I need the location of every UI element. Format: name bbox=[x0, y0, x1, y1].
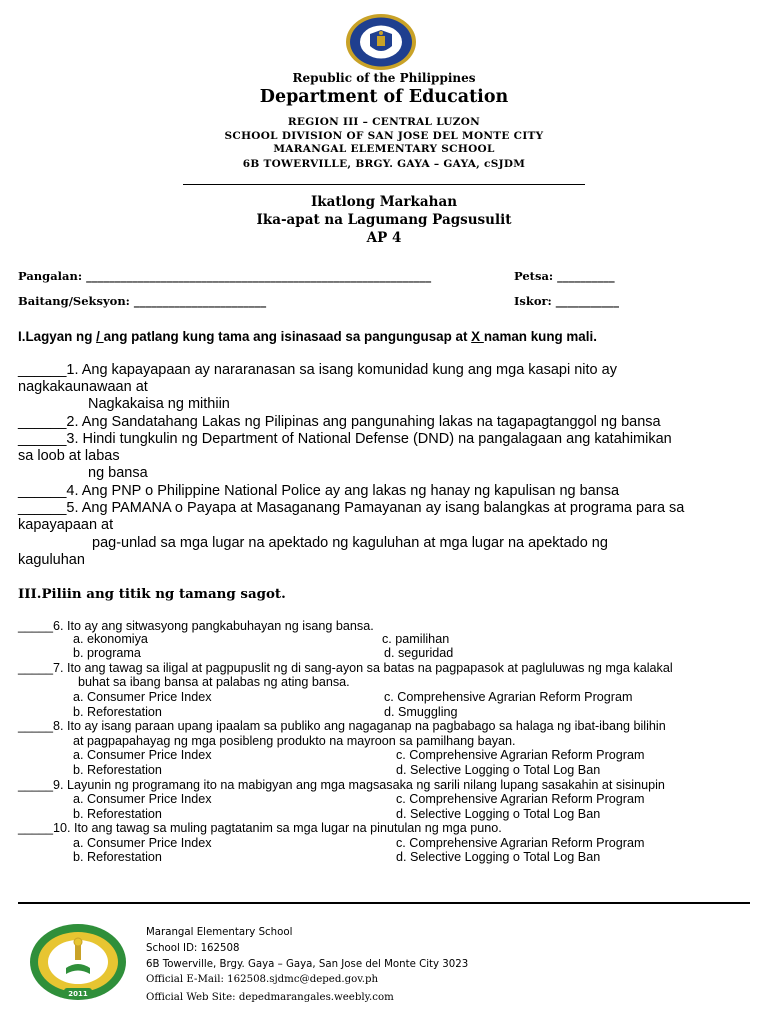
q6-option-a: a. ekonomiya bbox=[73, 632, 148, 646]
question-7-cont: buhat sa ibang bansa at palabas ng ating bansa. bbox=[78, 675, 350, 689]
deped-seal-icon bbox=[344, 12, 418, 72]
question-9: _____9. Layunin ng programang ito na mabigyan ang mga magsasaka ng sarili nilang lupang sasakahin at sisinupin bbox=[18, 778, 665, 792]
item-1-cont: nagkakaunawaan at bbox=[18, 379, 148, 395]
q10-option-b: b. Reforestation bbox=[73, 850, 162, 864]
q7-option-b: b. Reforestation bbox=[73, 705, 162, 719]
q6-option-c: c. pamilihan bbox=[382, 632, 450, 646]
item-5-cont3: kaguluhan bbox=[18, 552, 85, 568]
q10-option-a: a. Consumer Price Index bbox=[73, 836, 212, 850]
title-test: Ika-apat na Lagumang Pagsusulit bbox=[256, 212, 512, 228]
footer-divider bbox=[18, 902, 750, 904]
item-5: ______5. Ang PAMANA o Payapa at Masaganang Pamayanan ay isang balangkas at programa para sa bbox=[18, 500, 685, 516]
check-mark-symbol: / bbox=[96, 329, 104, 344]
footer-school-id: School ID: 162508 bbox=[146, 943, 240, 954]
q9-option-c: c. Comprehensive Agrarian Reform Program bbox=[396, 792, 645, 806]
footer-website[interactable]: Official Web Site: depedmarangales.weebly.com bbox=[146, 992, 394, 1003]
q7-option-c: c. Comprehensive Agrarian Reform Program bbox=[384, 690, 633, 704]
footer-email[interactable]: Official E-Mail: 162508.sjdmc@deped.gov.ph bbox=[146, 974, 379, 985]
item-5-cont2: pag-unlad sa mga lugar na apektado ng kaguluhan at mga lugar na apektado ng bbox=[92, 535, 608, 551]
department-title: Department of Education bbox=[259, 87, 509, 107]
q8-option-d: d. Selective Logging o Total Log Ban bbox=[396, 763, 601, 777]
item-3: ______3. Hindi tungkulin ng Department of National Defense (DND) na pangalagaan ang katahimikan bbox=[18, 431, 672, 447]
header-divider bbox=[183, 184, 585, 185]
q10-option-d: d. Selective Logging o Total Log Ban bbox=[396, 850, 601, 864]
item-1-cont2: Nagkakaisa ng mithiin bbox=[88, 396, 230, 412]
item-2: ______2. Ang Sandatahang Lakas ng Pilipinas ang pangunahing lakas na tagapagtanggol ng bansa bbox=[18, 414, 661, 430]
title-subject: AP 4 bbox=[366, 230, 402, 246]
section-field[interactable]: Baitang/Seksyon: _______________________ bbox=[18, 294, 267, 308]
item-1: ______1. Ang kapayapaan ay nararanasan sa isang komunidad kung ang mga kasapi nito ay bbox=[18, 362, 617, 378]
part1-instruction: I.Lagyan ng / ang patlang kung tama ang isinasaad sa pangungusap at X naman kung mali. bbox=[18, 329, 597, 344]
question-8: _____8. Ito ay isang paraan upang ipaalam sa publiko ang nagaganap na pagbabago sa halaga ng ibat-ibang bilihin bbox=[18, 719, 666, 733]
q6-option-b: b. programa bbox=[73, 646, 141, 660]
q8-option-c: c. Comprehensive Agrarian Reform Program bbox=[396, 748, 645, 762]
q7-option-d: d. Smuggling bbox=[384, 705, 458, 719]
x-mark-symbol: X bbox=[471, 329, 484, 344]
q9-option-a: a. Consumer Price Index bbox=[73, 792, 212, 806]
item-4: ______4. Ang PNP o Philippine National Police ay ang lakas ng hanay ng kapulisan ng bansa bbox=[18, 483, 620, 499]
question-10: _____10. Ito ang tawag sa muling pagtatanim sa mga lugar na pinutulan ng mga puno. bbox=[18, 821, 502, 835]
svg-text:2011: 2011 bbox=[68, 990, 88, 998]
q8-option-b: b. Reforestation bbox=[73, 763, 162, 777]
date-field[interactable]: Petsa: __________ bbox=[514, 269, 615, 283]
footer-school: Marangal Elementary School bbox=[146, 927, 293, 938]
name-field[interactable]: Pangalan: ____________________________________________________________ bbox=[18, 269, 432, 283]
footer-address: 6B Towerville, Brgy. Gaya – Gaya, San Jose del Monte City 3023 bbox=[146, 959, 469, 970]
question-8-cont: at pagpapahayag ng mga posibleng produkto na mayroon sa pamilhang bayan. bbox=[73, 734, 516, 748]
address-line: 6B TOWERVILLE, BRGY. GAYA – GAYA, cSJDM bbox=[242, 158, 526, 170]
q9-option-b: b. Reforestation bbox=[73, 807, 162, 821]
q6-option-d: d. seguridad bbox=[384, 646, 454, 660]
question-6: _____6. Ito ay ang sitwasyong pangkabuhayan ng isang bansa. bbox=[18, 619, 374, 633]
division-line: SCHOOL DIVISION OF SAN JOSE DEL MONTE CITY bbox=[224, 130, 544, 142]
question-7: _____7. Ito ang tawag sa iligal at pagpupuslit ng di sang-ayon sa batas na pagpapasok at pagluluwas ng mga kalakal bbox=[18, 661, 673, 675]
score-field[interactable]: Iskor: ___________ bbox=[514, 294, 620, 308]
republic-line: Republic of the Philippines bbox=[292, 71, 476, 85]
q9-option-d: d. Selective Logging o Total Log Ban bbox=[396, 807, 601, 821]
q7-option-a: a. Consumer Price Index bbox=[73, 690, 212, 704]
school-line: MARANGAL ELEMENTARY SCHOOL bbox=[273, 143, 495, 155]
q10-option-c: c. Comprehensive Agrarian Reform Program bbox=[396, 836, 645, 850]
part3-instruction: III.Piliin ang titik ng tamang sagot. bbox=[18, 586, 286, 602]
title-quarter: Ikatlong Markahan bbox=[310, 194, 458, 210]
region-line: REGION III – CENTRAL LUZON bbox=[287, 116, 481, 128]
school-logo-icon bbox=[28, 922, 128, 1002]
item-3-cont2: ng bansa bbox=[88, 465, 148, 481]
item-3-cont: sa loob at labas bbox=[18, 448, 120, 464]
item-5-cont: kapayapaan at bbox=[18, 517, 114, 533]
q8-option-a: a. Consumer Price Index bbox=[73, 748, 212, 762]
